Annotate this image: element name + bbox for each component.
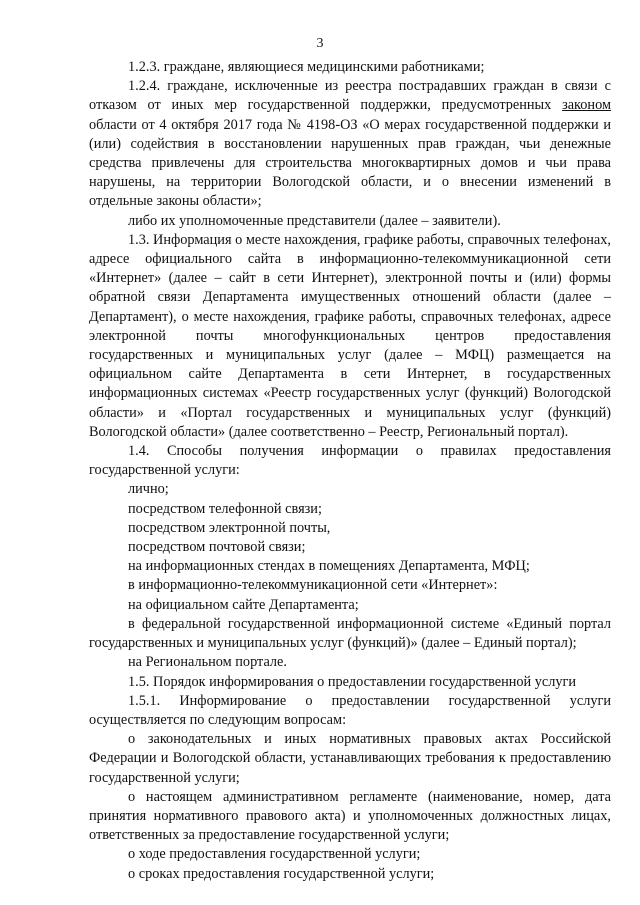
paragraph-1-2-4-text-a: 1.2.4. граждане, исключенные из реестра пострадавших граждан в связи с отказом от иных мер государственной поддержки, предусмотренных: [89, 78, 611, 114]
paragraph-1-5: 1.5. Порядок информирования о предоставлении государственной услуги: [128, 673, 577, 690]
paragraph-1-2-3: 1.2.3. граждане, являющиеся медицинскими работниками;: [128, 59, 485, 75]
method-item: на Региональном портале.: [128, 654, 287, 671]
method-item: посредством телефонной связи;: [128, 500, 322, 517]
topic-item: о законодательных и иных нормативных правовых актах Российской Федерации и Вологодской области, устанавливающих требования к предоставлению государственной услуги;: [89, 731, 611, 786]
method-item: на информационных стендах в помещениях Департамента, МФЦ;: [128, 558, 530, 575]
method-item: лично;: [128, 481, 169, 498]
method-item: посредством электронной почты,: [128, 519, 331, 536]
law-link[interactable]: законом: [562, 97, 611, 114]
topic-item: о ходе предоставления государственной услуги;: [128, 846, 421, 863]
page-number: 3: [316, 36, 324, 51]
paragraph-1-2-4: [89, 77, 611, 211]
method-item: в информационно-телекоммуникационной сети «Интернет»:: [128, 577, 498, 594]
paragraph-1-5-1: 1.5.1. Информирование о предоставлении государственной услуги осуществляется по следующим вопросам:: [89, 692, 611, 728]
method-item: посредством почтовой связи;: [128, 539, 306, 556]
paragraph-1-4: 1.4. Способы получения информации о правилах предоставления государственной услуги:: [89, 443, 611, 479]
paragraph-1-2-4-text-b: области от 4 октября 2017 года № 4198-ОЗ «О мерах государственной поддержки и (или) содействия в восстановлении нарушенных прав граждан, чьи денежные средства привлечены для строительства многоквартирных домов и чьи права нарушены, на территории Вологодской области, и о внесении изменений в отдельные законы области»;: [89, 116, 611, 210]
topic-item: о настоящем административном регламенте (наименование, номер, дата принятия нормативного правового акта) и уполномоченных должностных лицах, ответственных за предоставление государственной услуги;: [89, 788, 611, 844]
topic-item: о сроках предоставления государственной услуги;: [128, 865, 435, 882]
document-body: [89, 58, 611, 884]
paragraph-1-3: 1.3. Информация о месте нахождения, графике работы, справочных телефонах, адресе официального сайта в информационно-телекоммуникационной сети «Интернет» (далее – сайт в сети Интернет), электронной почты и (или) формы обратной связи Департамента имущественных отношений области (далее – Департамент), о месте нахождения, графике работы, справочных телефонах, адресе электронной почты многофункциональных центров предоставления государственных и муниципальных услуг (далее – МФЦ) размещается на официальном сайте Департамента в сети Интернет, в государственных информационных системах «Реестр государственных услуг (функций) Вологодской области» и «Портал государственных и муниципальных услуг (функций) Вологодской области» (далее соответственно – Реестр, Региональный портал).: [89, 231, 611, 440]
method-item: на официальном сайте Департамента;: [128, 596, 359, 613]
paragraph-representatives: либо их уполномоченные представители (далее – заявители).: [128, 212, 501, 229]
method-item: в федеральной государственной информационной системе «Единый портал государственных и муниципальных услуг (функций)» (далее – Единый портал);: [89, 615, 611, 652]
